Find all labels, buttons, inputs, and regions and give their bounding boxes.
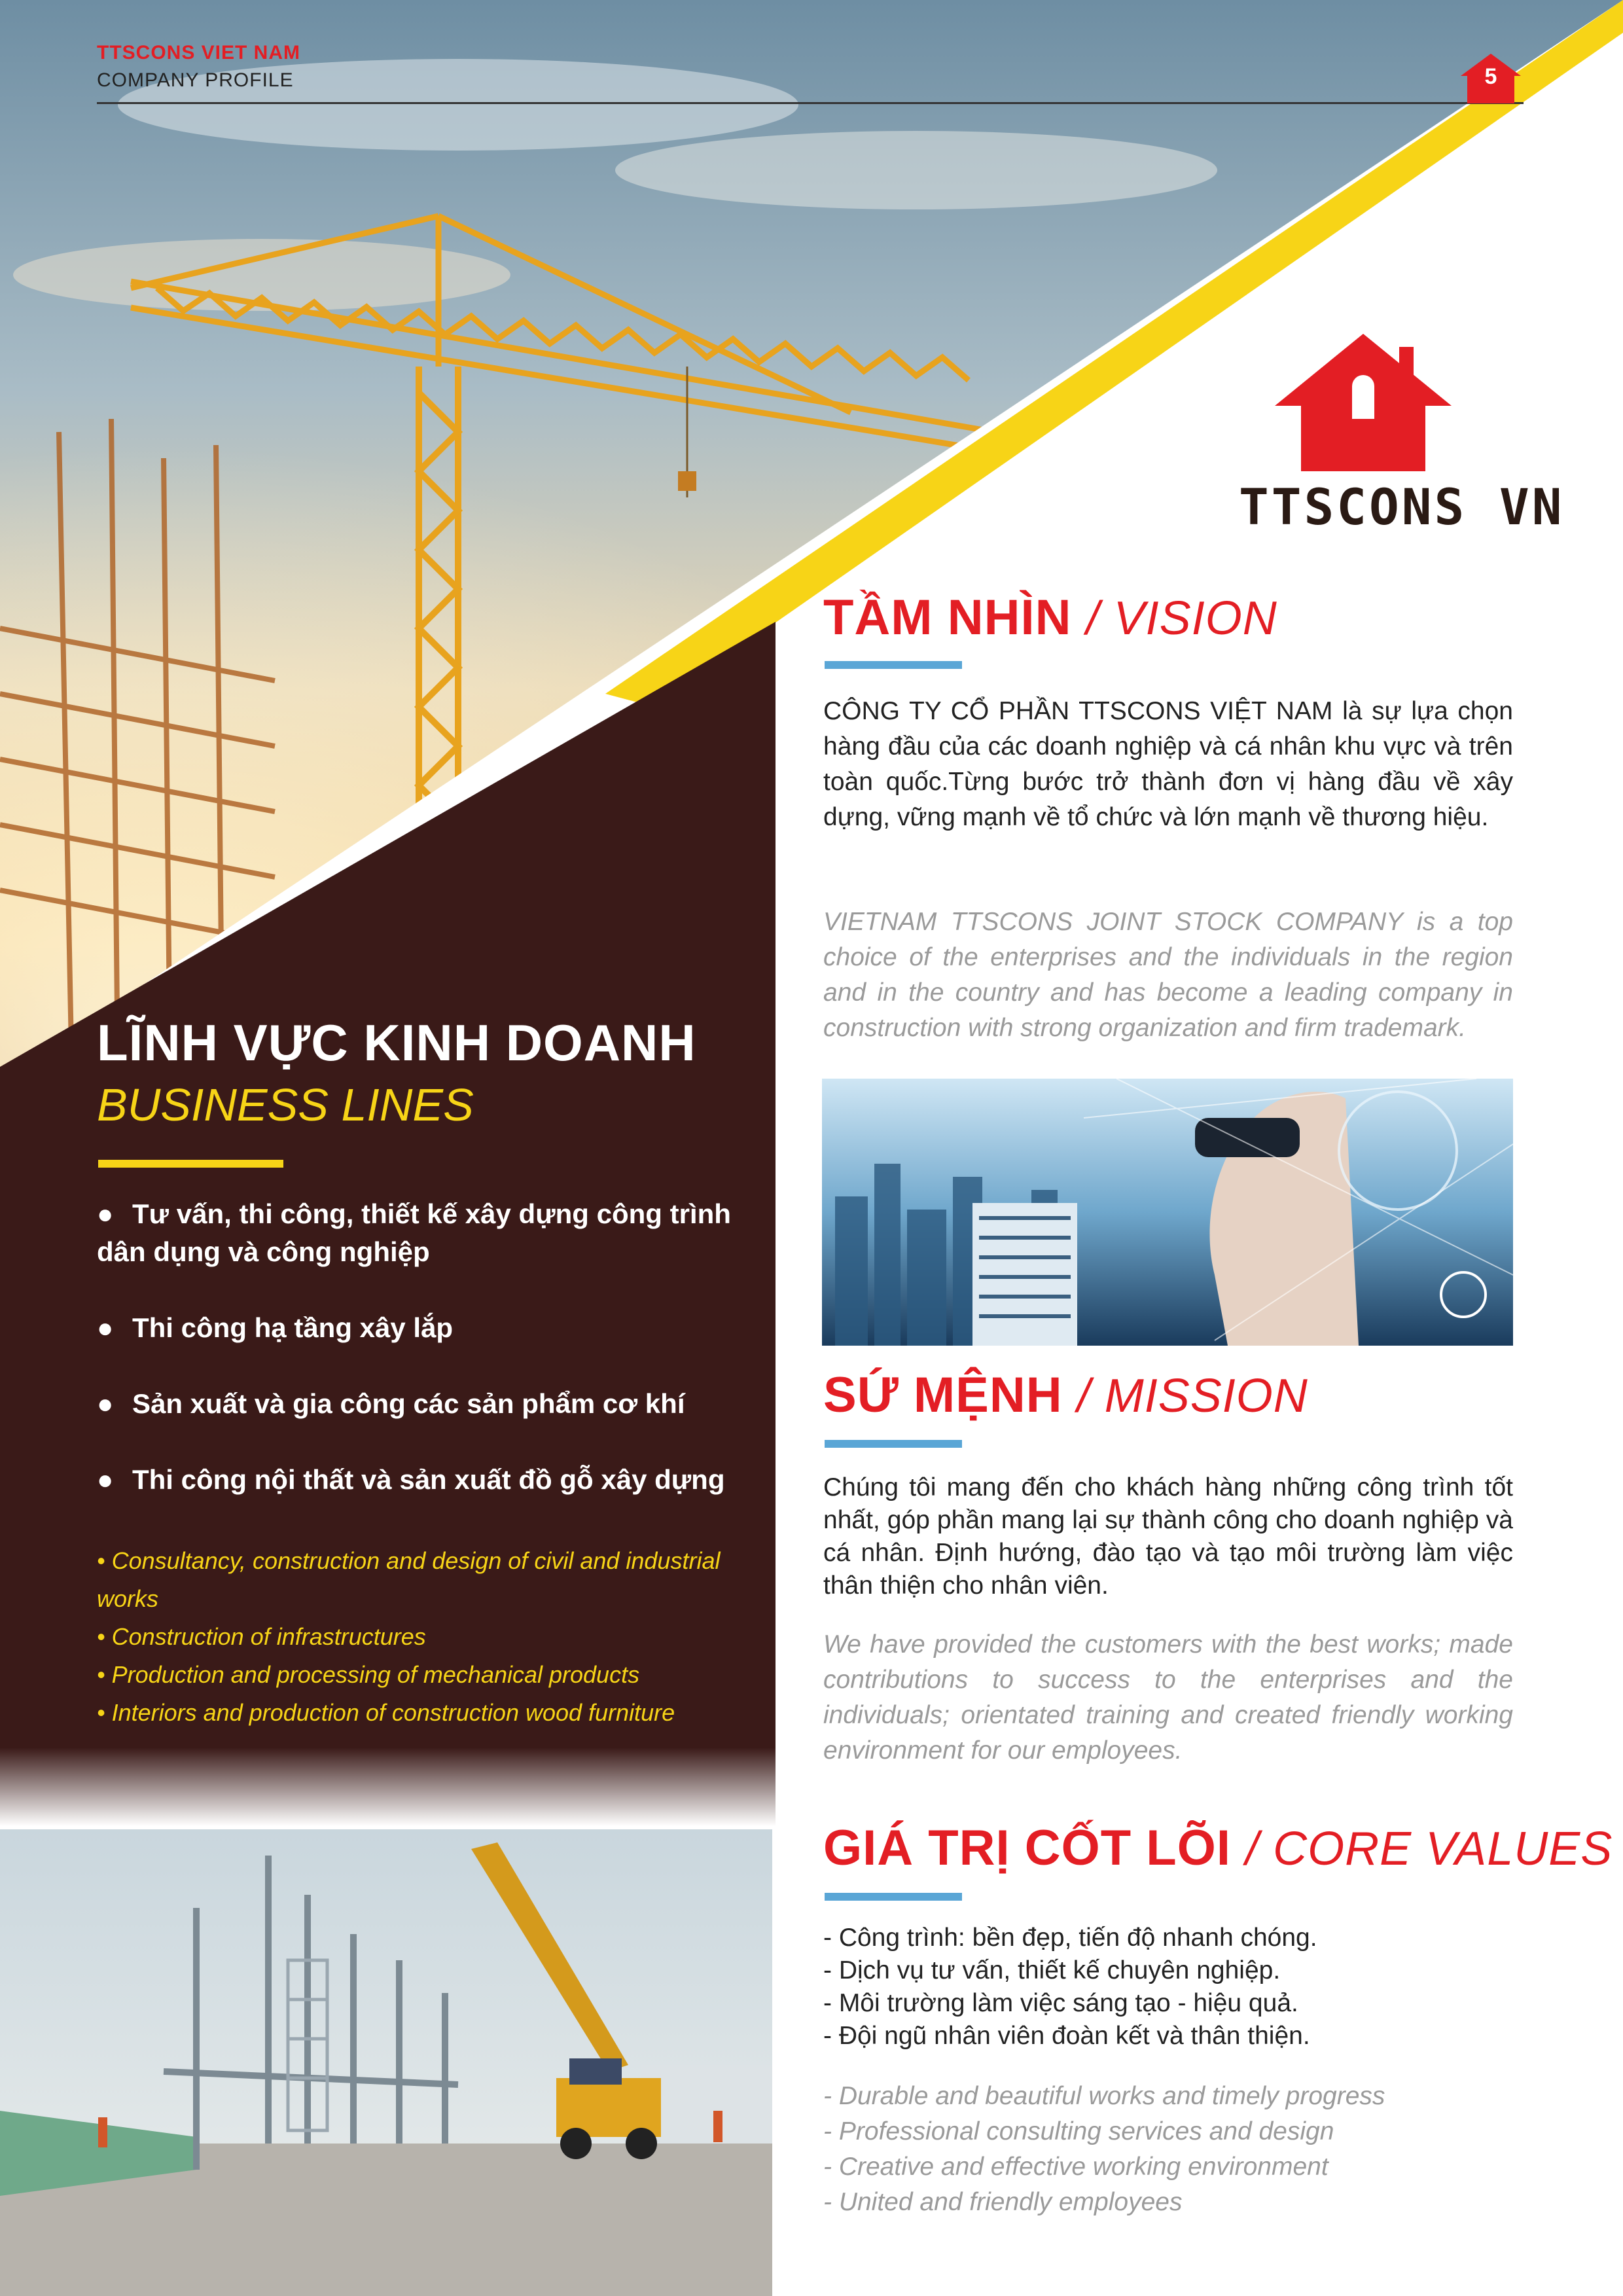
core-value-en-3: - Creative and effective working environment: [823, 2153, 1329, 2181]
mission-title: SỨ MỆNH / MISSION: [823, 1367, 1308, 1423]
smart-city-photo: [822, 1079, 1513, 1346]
business-line-vi-3: ● Sản xuất và gia công các sản phẩm cơ khí: [97, 1388, 685, 1419]
ttscons-house-logo-icon: [1275, 334, 1452, 478]
logo-wordmark: TTSCONS VN: [1239, 478, 1565, 536]
business-line-en-4: • Interiors and production of construction wood furniture: [97, 1699, 675, 1726]
core-value-en-2: - Professional consulting services and design: [823, 2117, 1334, 2145]
business-line-en-2: • Construction of infrastructures: [97, 1623, 426, 1650]
business-line-en-3: • Production and processing of mechanical products: [97, 1661, 640, 1688]
core-values-accent-bar: [825, 1893, 962, 1901]
vision-accent-bar: [825, 661, 962, 669]
page-number: 5: [1484, 64, 1497, 89]
header-divider: [97, 102, 1524, 104]
business-lines-accent-bar: [98, 1160, 283, 1168]
vision-title: TẦM NHÌN / VISION: [823, 590, 1277, 645]
mission-text-vi: Chúng tôi mang đến cho khách hàng những công trình tốt nhất, góp phần mang lại sự thành công cho doanh nghiệp và cá nhân. Định hướng, đào tạo và tạo môi trường làm việc thân thiện cho nhân viên.: [823, 1473, 1513, 1600]
core-value-vi-2: - Dịch vụ tư vấn, thiết kế chuyên nghiệp.: [823, 1956, 1281, 1984]
vision-text-vi: CÔNG TY CỔ PHẦN TTSCONS VIỆT NAM là sự lựa chọn hàng đầu của các doanh nghiệp và cá nhân khu vực và trên toàn quốc.Từng bước trở thành đơn vị hàng đầu về xây dựng, vững mạnh về tổ chức và lớn mạnh về thương hiệu.: [823, 697, 1513, 831]
steel-frame-construction-photo: [0, 1829, 772, 2296]
core-value-en-4: - United and friendly employees: [823, 2188, 1183, 2216]
core-value-vi-3: - Môi trường làm việc sáng tạo - hiệu quả.: [823, 1989, 1298, 2017]
core-value-en-1: - Durable and beautiful works and timely progress: [823, 2082, 1385, 2110]
business-line-vi-1: ● Tư vấn, thi công, thiết kế xây dựng công trình: [97, 1198, 731, 1229]
mission-text-en: We have provided the customers with the best works; made contributions to success to the enterprises and the individuals; orientated training and created friendly working environment for our employees.: [823, 1630, 1513, 1765]
core-values-title: GIÁ TRỊ CỐT LÕI / CORE VALUES: [823, 1820, 1613, 1876]
business-lines-title-vi: LĨNH VỰC KINH DOANH: [97, 1014, 696, 1071]
business-line-en-1-cont: works: [97, 1585, 159, 1612]
business-line-en-1: • Consultancy, construction and design of civil and industrial: [97, 1547, 721, 1574]
business-line-vi-4: ● Thi công nội thất và sản xuất đồ gỗ xây dựng: [97, 1464, 725, 1495]
mission-accent-bar: [825, 1440, 962, 1448]
business-line-vi-1-cont: dân dụng và công nghiệp: [97, 1236, 430, 1267]
business-line-vi-2: ● Thi công hạ tầng xây lắp: [97, 1312, 454, 1343]
core-value-vi-4: - Đội ngũ nhân viên đoàn kết và thân thiện.: [823, 2022, 1310, 2050]
core-value-vi-1: - Công trình: bền đẹp, tiến độ nhanh chóng.: [823, 1924, 1317, 1952]
vision-text-en: VIETNAM TTSCONS JOINT STOCK COMPANY is a top choice of the enterprises and the individuals in the region and in the country and has become a leading company in construction with strong organization and firm trademark.: [823, 908, 1513, 1042]
header-subtitle: COMPANY PROFILE: [97, 69, 294, 91]
header-company-name: TTSCONS VIET NAM: [97, 42, 301, 63]
business-lines-title-en: BUSINESS LINES: [97, 1079, 474, 1130]
